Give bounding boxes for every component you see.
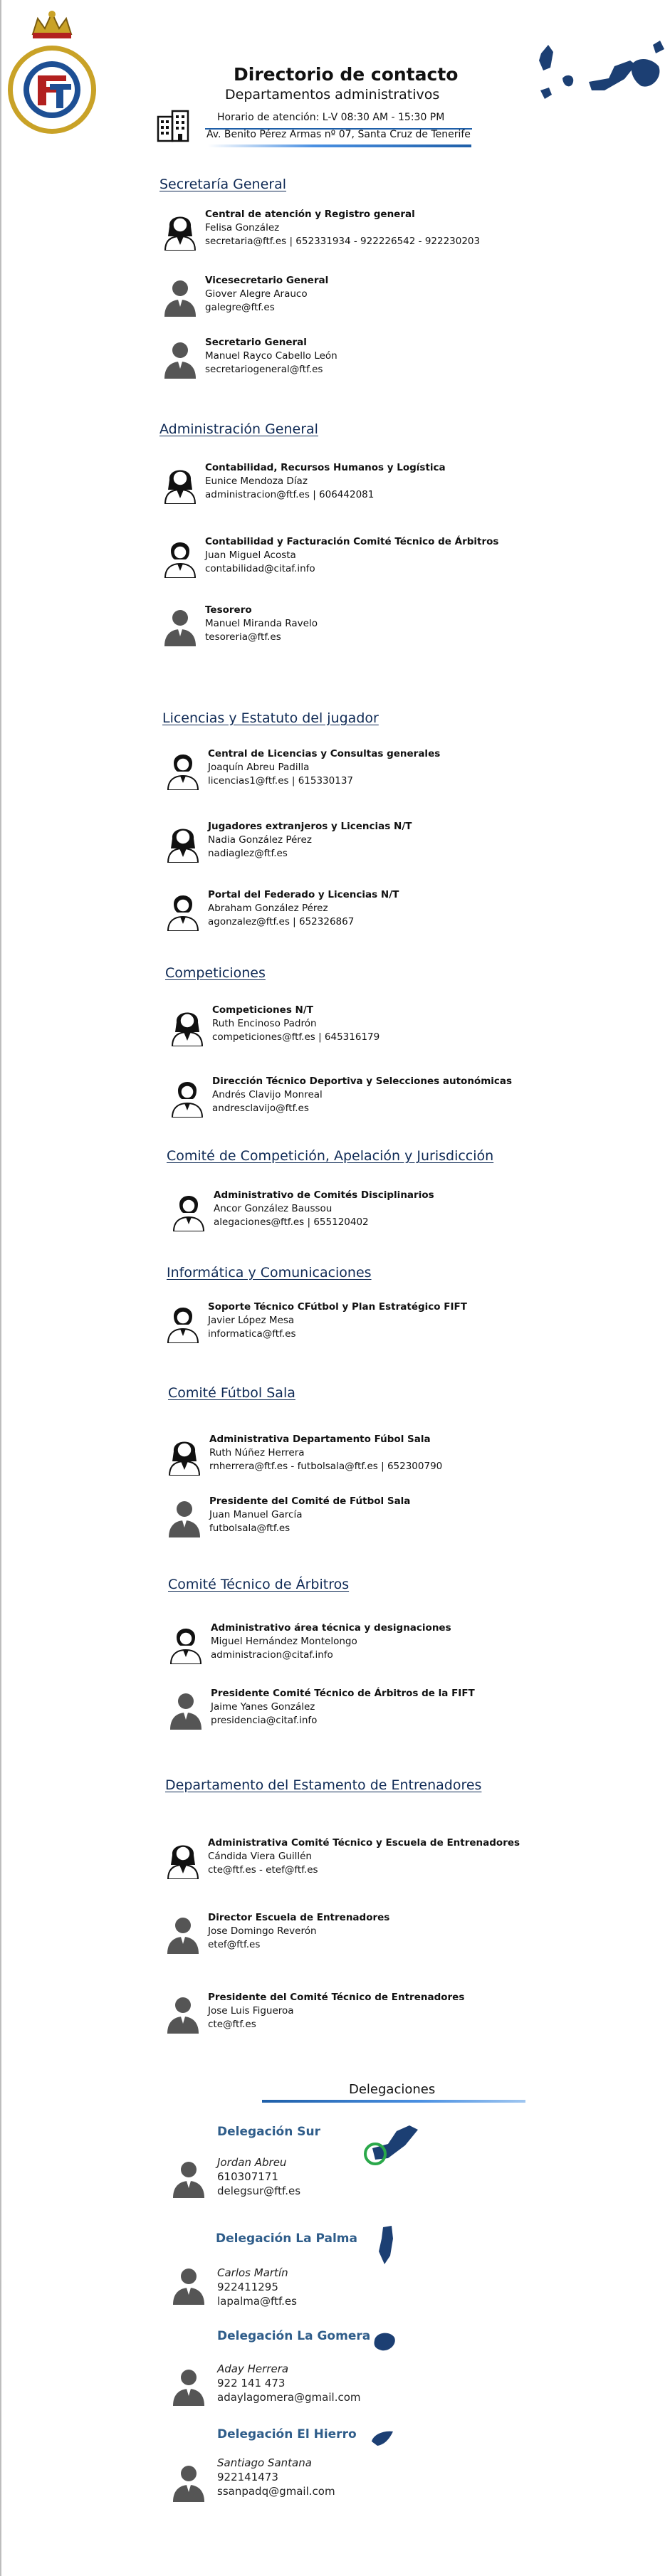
contact-info[interactable]: tesoreria@ftf.es — [205, 631, 281, 643]
female-person-icon — [167, 1433, 202, 1476]
contact-name: Juan Miguel Acosta — [205, 550, 296, 561]
island-map-icon — [370, 2328, 399, 2359]
delegate-email[interactable]: ssanpadq@gmail.com — [217, 2485, 335, 2498]
office-address: Av. Benito Pérez Armas nº 07, Santa Cruz de Tenerife — [206, 129, 471, 140]
page-edge-line — [0, 0, 1, 2576]
contact-name: Andrés Clavijo Monreal — [212, 1089, 323, 1100]
contact-info[interactable]: cte@ftf.es - etef@ftf.es — [208, 1864, 318, 1876]
section-heading: Comité de Competición, Apelación y Jurisdicción — [167, 1148, 494, 1164]
contact-details — [212, 1004, 380, 1044]
contact-name: Ruth Encinoso Padrón — [212, 1018, 317, 1029]
contact-role: Secretario General — [205, 337, 307, 348]
contact-info[interactable]: administracion@citaf.info — [211, 1649, 333, 1661]
contact-info[interactable]: cte@ftf.es — [208, 2019, 256, 2030]
contact-info[interactable]: presidencia@citaf.info — [211, 1715, 318, 1726]
island-map-icon — [360, 2120, 424, 2187]
contact-info[interactable]: competiciones@ftf.es | 645316179 — [212, 1031, 380, 1043]
male-person-icon — [162, 604, 198, 646]
contact-info[interactable]: informatica@ftf.es — [208, 1328, 296, 1340]
contact-role: Vicesecretario General — [205, 275, 329, 286]
contact-role: Director Escuela de Entrenadores — [208, 1912, 390, 1923]
contact-name: Nadia González Pérez — [208, 834, 312, 846]
section-heading: Secretaría General — [159, 177, 287, 192]
contact-role: Administrativa Departamento Fúbol Sala — [209, 1434, 431, 1445]
delegate-phone[interactable]: 610307171 — [217, 2170, 278, 2183]
contact-info[interactable]: andresclavijo@ftf.es — [212, 1103, 309, 1114]
contact-name: Ruth Núñez Herrera — [209, 1447, 305, 1458]
person-outline-icon — [165, 747, 201, 790]
male-person-icon — [167, 1495, 202, 1537]
contact-name: Joaquín Abreu Padilla — [208, 762, 310, 773]
contact-role: Presidente Comité Técnico de Árbitros de la FIFT — [211, 1688, 475, 1699]
male-person-icon — [162, 274, 198, 317]
female-person-icon — [169, 1004, 205, 1046]
contact-role: Central de Licencias y Consultas generales — [208, 748, 441, 759]
contact-info[interactable]: galegre@ftf.es — [205, 302, 275, 313]
male-person-icon — [165, 1991, 201, 2034]
contact-role: Contabilidad, Recursos Humanos y Logística — [205, 462, 446, 473]
delegate-name: Carlos Martín — [217, 2266, 288, 2279]
contact-role: Jugadores extranjeros y Licencias N/T — [208, 821, 412, 832]
contact-info[interactable]: secretariogeneral@ftf.es — [205, 364, 323, 375]
male-person-icon — [165, 1911, 201, 1954]
delegation-details — [217, 2266, 297, 2308]
contact-name: Juan Manuel García — [209, 1509, 303, 1520]
delegation-details — [217, 2362, 361, 2404]
section-heading: Comité Técnico de Árbitros — [168, 1577, 350, 1592]
male-person-icon — [168, 1687, 204, 1730]
male-person-icon — [171, 2262, 206, 2308]
person-outline-icon — [169, 1075, 205, 1118]
contact-details — [209, 1495, 410, 1535]
contact-details — [205, 336, 337, 377]
contact-info[interactable]: futbolsala@ftf.es — [209, 1523, 290, 1534]
delegation-title: Delegación Sur — [217, 2125, 320, 2139]
contact-role: Administrativa Comité Técnico y Escuela de Entrenadores — [208, 1837, 520, 1849]
delegation-details — [217, 2456, 335, 2498]
contact-role: Administrativo de Comités Disciplinarios — [214, 1189, 434, 1201]
contact-details — [205, 208, 480, 248]
contact-role: Dirección Técnico Deportiva y Selecciones autonómicas — [212, 1076, 513, 1087]
contact-details — [214, 1189, 434, 1229]
contact-name: Eunice Mendoza Díaz — [205, 475, 308, 487]
contact-info[interactable]: alegaciones@ftf.es | 655120402 — [214, 1216, 369, 1228]
contact-name: Javier López Mesa — [208, 1315, 295, 1326]
contact-details — [205, 461, 446, 502]
contact-name: Giover Alegre Arauco — [205, 288, 308, 300]
female-person-icon — [165, 820, 201, 863]
female-person-icon — [162, 461, 198, 504]
contact-details — [208, 1300, 467, 1341]
contact-role: Presidente del Comité Técnico de Entrenadores — [208, 1992, 465, 2003]
page-subtitle: Departamentos administrativos — [225, 87, 440, 102]
delegate-name: Santiago Santana — [217, 2456, 312, 2469]
contact-name: Jose Domingo Reverón — [208, 1925, 317, 1937]
male-person-icon — [171, 2363, 206, 2409]
contact-name: Abraham González Pérez — [208, 903, 328, 914]
contact-name: Miguel Hernández Montelongo — [211, 1636, 357, 1647]
contact-name: Cándida Viera Guillén — [208, 1851, 312, 1862]
contact-details — [211, 1687, 475, 1728]
person-outline-icon — [165, 1300, 201, 1343]
contact-role: Administrativo área técnica y designaciones — [211, 1622, 451, 1634]
contact-name: Jose Luis Figueroa — [208, 2005, 294, 2017]
delegation-title: Delegación El Hierro — [217, 2427, 357, 2441]
female-person-icon — [162, 208, 198, 251]
contact-role: Presidente del Comité de Fútbol Sala — [209, 1495, 411, 1507]
contact-details — [205, 604, 318, 644]
section-heading: Informática y Comunicaciones — [167, 1265, 372, 1281]
section-heading: Administración General — [159, 421, 318, 437]
contact-role: Contabilidad y Facturación Comité Técnico de Árbitros — [205, 536, 499, 547]
section-heading: Licencias y Estatuto del jugador — [162, 710, 379, 726]
delegate-email[interactable]: adaylagomera@gmail.com — [217, 2391, 361, 2404]
delegation-details — [217, 2155, 300, 2198]
contact-role: Tesorero — [205, 604, 252, 616]
office-hours: Horario de atención: L-V 08:30 AM - 15:30 PM — [217, 112, 445, 123]
delegation-title: Delegación La Palma — [216, 2231, 357, 2246]
contact-role: Portal del Federado y Licencias N/T — [208, 889, 399, 900]
page-title: Directorio de contacto — [234, 64, 459, 85]
contact-info[interactable]: contabilidad@citaf.info — [205, 563, 315, 574]
contact-details — [205, 535, 498, 576]
contact-info[interactable]: nadiaglez@ftf.es — [208, 848, 288, 859]
delegate-phone[interactable]: 922141473 — [217, 2471, 278, 2483]
contact-details — [205, 274, 328, 315]
contact-info[interactable]: administracion@ftf.es | 606442081 — [205, 489, 375, 500]
delegate-email[interactable]: lapalma@ftf.es — [217, 2295, 297, 2308]
contact-role: Competiciones N/T — [212, 1004, 313, 1016]
header-accent-line — [208, 144, 471, 147]
contact-name: Manuel Rayco Cabello León — [205, 350, 337, 362]
delegations-title: Delegaciones — [349, 2082, 436, 2097]
person-outline-icon — [165, 888, 201, 931]
delegation-title: Delegación La Gomera — [217, 2329, 371, 2343]
contact-info[interactable]: rnherrera@ftf.es - futbolsala@ftf.es | 652300790 — [209, 1461, 443, 1472]
delegate-name: Jordan Abreu — [217, 2156, 287, 2169]
contact-info[interactable]: secretaria@ftf.es | 652331934 - 922226542 - 922230203 — [205, 236, 481, 247]
contact-details — [212, 1075, 512, 1115]
male-person-icon — [162, 336, 198, 379]
island-map-icon — [369, 2427, 397, 2451]
contact-details — [209, 1433, 442, 1473]
section-heading: Comité Fútbol Sala — [168, 1385, 295, 1401]
contact-name: Manuel Miranda Ravelo — [205, 618, 318, 629]
person-outline-icon — [168, 1621, 204, 1664]
island-map-icon — [372, 2224, 400, 2270]
contact-info[interactable]: etef@ftf.es — [208, 1939, 261, 1950]
contact-details — [208, 888, 399, 929]
delegate-email[interactable]: delegsur@ftf.es — [217, 2185, 301, 2197]
contact-details — [211, 1621, 451, 1662]
federation-logo — [6, 6, 98, 144]
canary-islands-map-icon — [530, 39, 666, 139]
section-heading: Competiciones — [165, 965, 266, 981]
contact-name: Ancor González Baussou — [214, 1203, 333, 1214]
contact-role: Soporte Técnico CFútbol y Plan Estratégico FIFT — [208, 1301, 467, 1313]
contact-info[interactable]: licencias1@ftf.es | 615330137 — [208, 775, 353, 787]
delegate-phone[interactable]: 922411295 — [217, 2281, 278, 2293]
contact-name: Jaime Yanes González — [211, 1701, 315, 1713]
person-outline-icon — [162, 535, 198, 578]
female-person-icon — [165, 1836, 201, 1879]
building-icon — [155, 108, 191, 142]
contact-name: Felisa González — [205, 222, 280, 233]
contact-details — [208, 820, 412, 861]
male-person-icon — [171, 2155, 206, 2201]
male-person-icon — [171, 2459, 206, 2505]
contact-details — [208, 1836, 520, 1877]
section-heading: Departamento del Estamento de Entrenadores — [165, 1777, 482, 1793]
contact-details — [208, 747, 440, 788]
contact-info[interactable]: agonzalez@ftf.es | 652326867 — [208, 916, 355, 927]
delegate-name: Aday Herrera — [217, 2362, 289, 2375]
delegations-divider — [262, 2100, 525, 2103]
delegate-phone[interactable]: 922 141 473 — [217, 2377, 286, 2390]
person-outline-icon — [171, 1189, 206, 1231]
contact-details — [208, 1911, 389, 1952]
contact-role: Central de atención y Registro general — [205, 209, 415, 220]
contact-details — [208, 1991, 464, 2031]
